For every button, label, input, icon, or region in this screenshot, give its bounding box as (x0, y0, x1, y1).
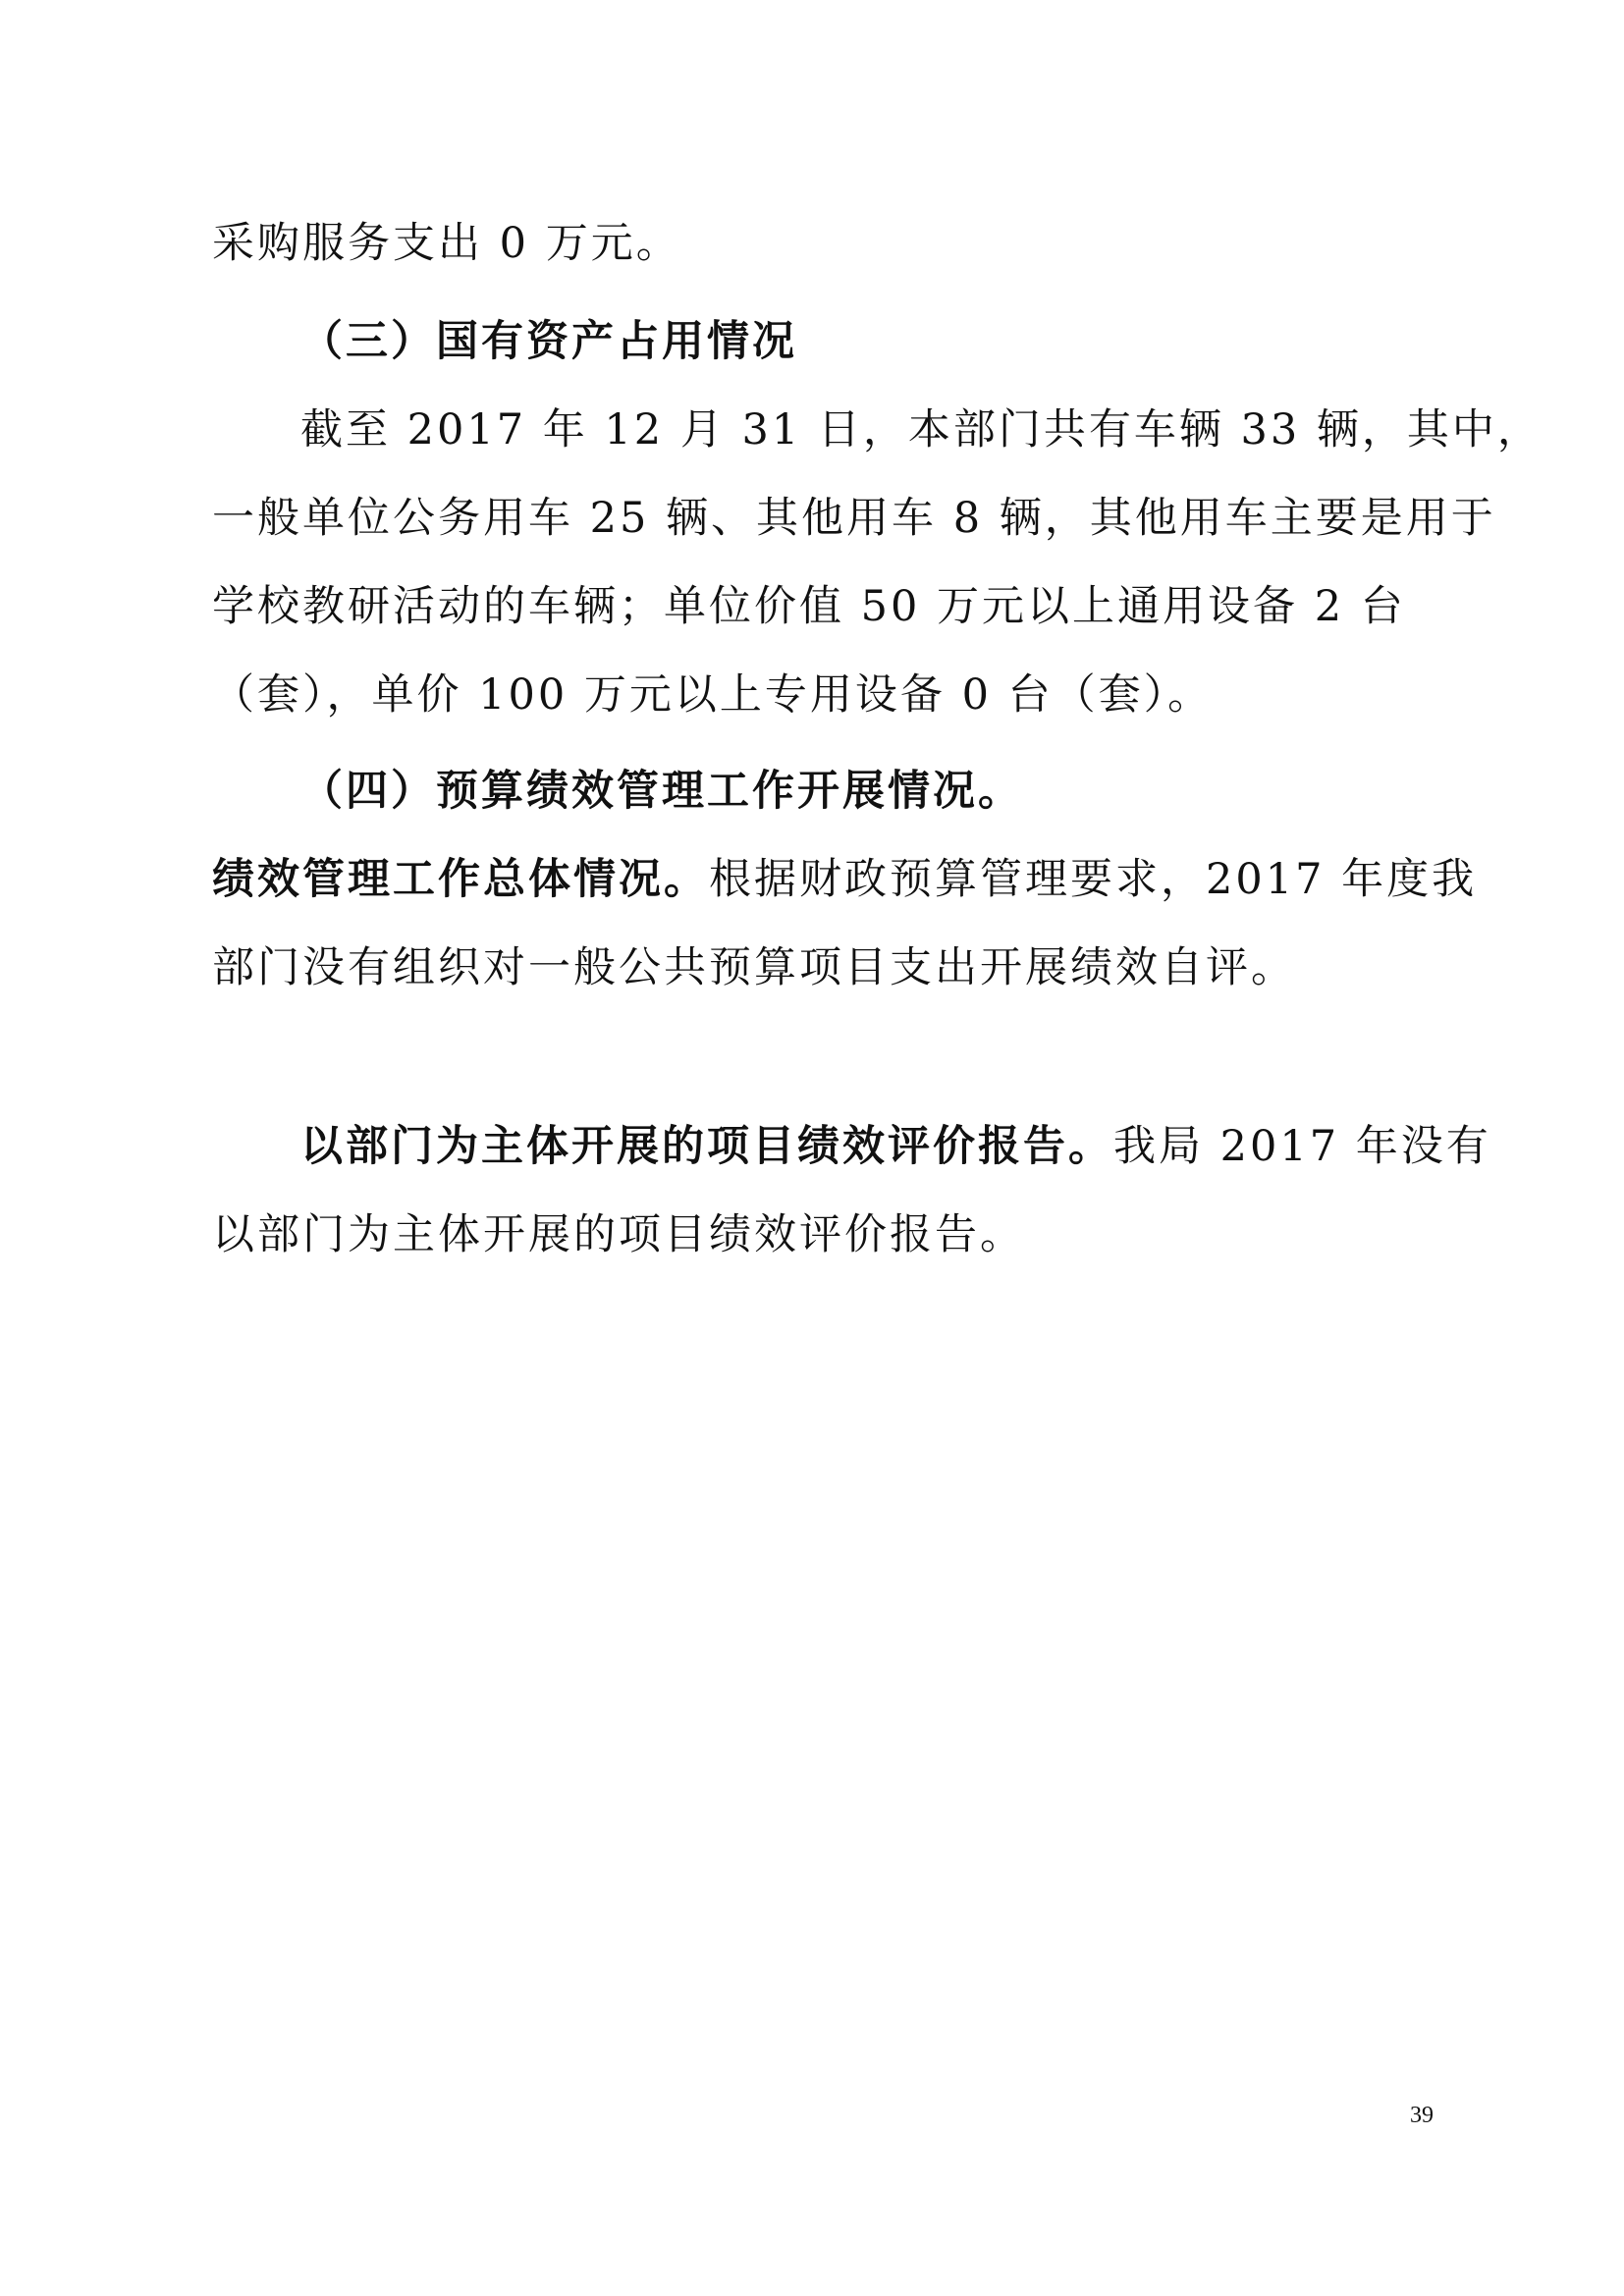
paragraph-line (212, 666, 1430, 724)
section-heading-4 (300, 762, 1518, 821)
paragraph-line (300, 400, 1543, 459)
paragraph-line (212, 850, 1478, 909)
text-run: 根据财政预算管理要求，2017 年度我 (709, 855, 1478, 904)
paragraph-line (212, 489, 1496, 548)
text-run: 部门没有组织对一般公共预算项目支出开展绩效自评。 (212, 943, 1296, 992)
heading-text: （三）国有资产占用情况 (300, 317, 797, 366)
section-heading-3 (300, 312, 1518, 371)
bold-lead-text: 以部门为主体开展的项目绩效评价报告。 (300, 1122, 1113, 1171)
heading-text: （四）预算绩效管理工作开展情况。 (300, 767, 1023, 816)
paragraph-line (212, 214, 1430, 273)
paragraph-line (300, 1117, 1518, 1176)
bold-lead-text: 绩效管理工作总体情况。 (212, 855, 709, 904)
text-run: （套），单价 100 万元以上专用设备 0 台（套）。 (212, 670, 1214, 720)
text-run: 以部门为主体开展的项目绩效评价报告。 (212, 1210, 1025, 1259)
paragraph-line (212, 938, 1430, 997)
page-number: 39 (1410, 2103, 1434, 2128)
text-run: 截至 2017 年 12 月 31 日，本部门共有车辆 33 辆，其中， (300, 405, 1543, 454)
text-run: 我局 2017 年没有 (1113, 1122, 1491, 1171)
text-run: 学校教研活动的车辆；单位价值 50 万元以上通用设备 2 台 (212, 582, 1406, 631)
paragraph-line (212, 577, 1430, 636)
text-run: 一般单位公务用车 25 辆、其他用车 8 辆，其他用车主要是用于 (212, 494, 1496, 543)
text-run: 采购服务支出 0 万元。 (212, 219, 681, 268)
paragraph-line (212, 1205, 1430, 1264)
